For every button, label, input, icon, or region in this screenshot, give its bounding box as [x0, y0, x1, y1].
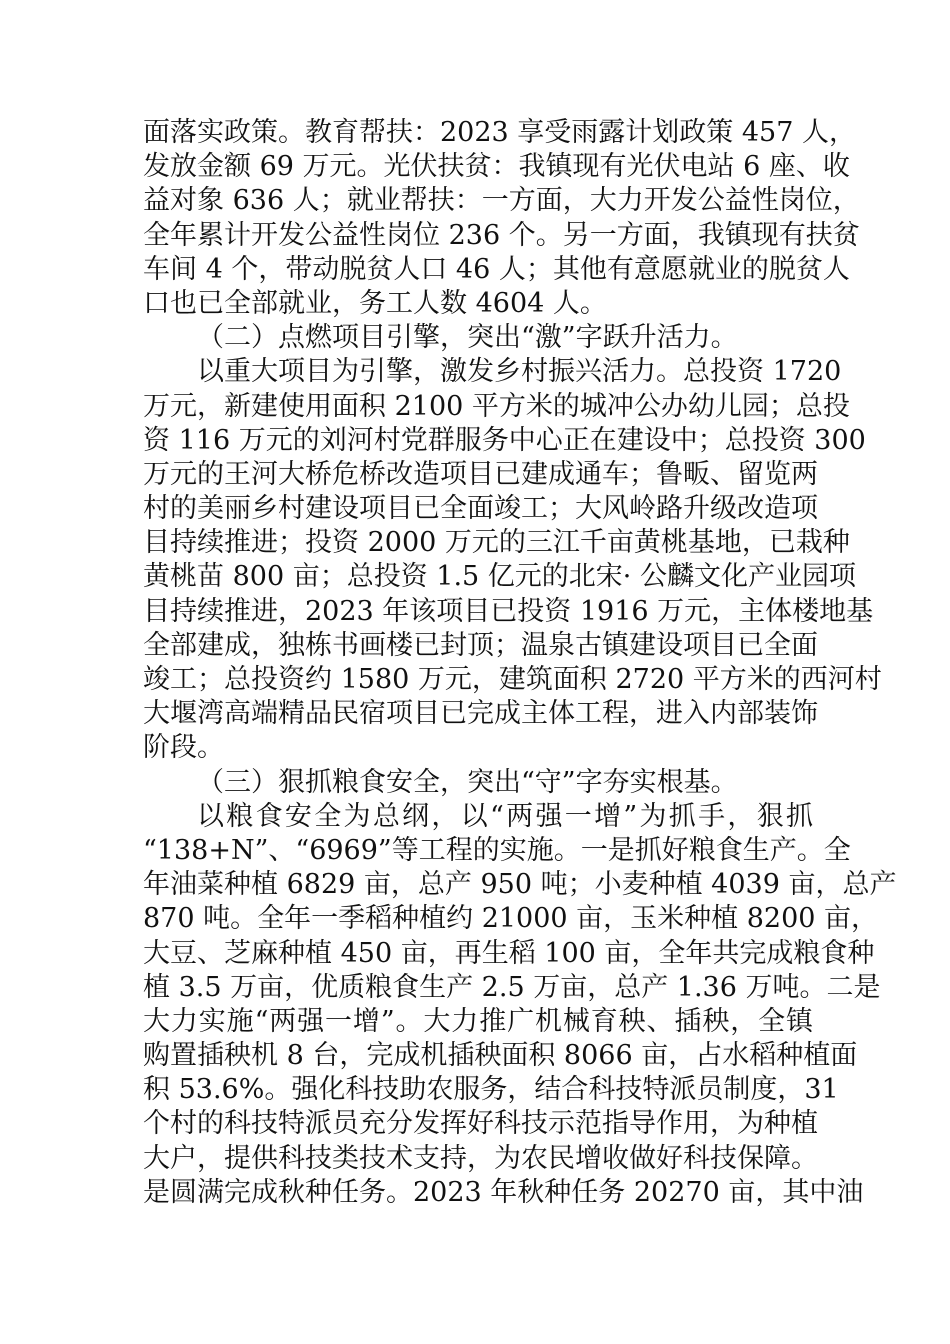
- text-line: 大力实施“两强一增”。大力推广机械育秧、插秧，全镇: [143, 1005, 813, 1037]
- body-text: [143, 116, 897, 1210]
- section-heading: （三）狠抓粮食安全，突出“守”字夯实根基。: [197, 766, 738, 798]
- text-line: 口也已全部就业，务工人数 4604 人。: [143, 287, 607, 319]
- text-line: 阶段。: [143, 732, 224, 764]
- text-line: 竣工；总投资约 1580 万元，建筑面积 2720 平方米的西河村: [143, 664, 882, 695]
- text-line: 年油菜种植 6829 亩，总产 950 吨；小麦种植 4039 亩，总产: [143, 869, 897, 901]
- text-line: “138+N”、“6969”等工程的实施。一是抓好粮食生产。全: [143, 834, 851, 866]
- text-line: 目持续推进，2023 年该项目已投资 1916 万元，主体楼地基: [143, 595, 874, 627]
- text-line: 万元的王河大桥危桥改造项目已建成通车；鲁畈、留览两: [143, 458, 818, 490]
- text-line: 个村的科技特派员充分发挥好科技示范指导作用，为种植: [143, 1108, 818, 1140]
- text-line: 大豆、芝麻种植 450 亩，再生稻 100 亩，全年共完成粮食种: [143, 937, 875, 969]
- section-heading: （二）点燃项目引擎，突出“激”字跃升活力。: [197, 322, 738, 354]
- text-line: 购置插秧机 8 台，完成机插秧面积 8066 亩，占水稻种植面: [143, 1040, 858, 1072]
- text-line: 面落实政策。教育帮扶：2023 享受雨露计划政策 457 人，: [143, 117, 856, 148]
- text-line: 大户，提供科技类技术支持，为农民增收做好科技保障。: [143, 1142, 818, 1174]
- text-line: 全部建成，独栋书画楼已封顶；温泉古镇建设项目已全面: [143, 629, 818, 661]
- text-line: 益对象 636 人；就业帮扶：一方面，大力开发公益性岗位，: [143, 185, 860, 217]
- text-line: 资 116 万元的刘河村党群服务中心正在建设中；总投资 300: [143, 424, 866, 456]
- text-line: 积 53.6%。强化科技助农服务，结合科技特派员制度，31: [143, 1074, 839, 1106]
- text-line: 大堰湾高端精品民宿项目已完成主体工程，进入内部装饰: [143, 698, 818, 730]
- text-line: 目持续推进；投资 2000 万元的三江千亩黄桃基地，已栽种: [143, 527, 850, 559]
- text-line: 全年累计开发公益性岗位 236 个。另一方面，我镇现有扶贫: [143, 219, 860, 251]
- text-line: 以粮食安全为总纲，以“两强一增”为抓手，狠抓: [197, 800, 813, 832]
- text-line: 发放金额 69 万元。光伏扶贫：我镇现有光伏电站 6 座、收: [143, 151, 850, 183]
- text-line: 是圆满完成秋种任务。2023 年秋种任务 20270 亩，其中油: [143, 1176, 864, 1208]
- text-line: 村的美丽乡村建设项目已全面竣工；大风岭路升级改造项: [143, 493, 818, 525]
- text-line: 黄桃苗 800 亩；总投资 1.5 亿元的北宋· 公麟文化产业园项: [143, 561, 856, 593]
- text-line: 870 吨。全年一季稻种植约 21000 亩，玉米种植 8200 亩，: [143, 903, 879, 935]
- text-line: 万元，新建使用面积 2100 平方米的城冲公办幼儿园；总投: [143, 390, 850, 422]
- text-line: 以重大项目为引擎，激发乡村振兴活力。总投资 1720: [197, 356, 842, 388]
- text-line: 植 3.5 万亩，优质粮食生产 2.5 万亩，总产 1.36 万吨。二是: [143, 971, 881, 1003]
- text-line: 车间 4 个，带动脱贫人口 46 人；其他有意愿就业的脱贫人: [143, 253, 850, 285]
